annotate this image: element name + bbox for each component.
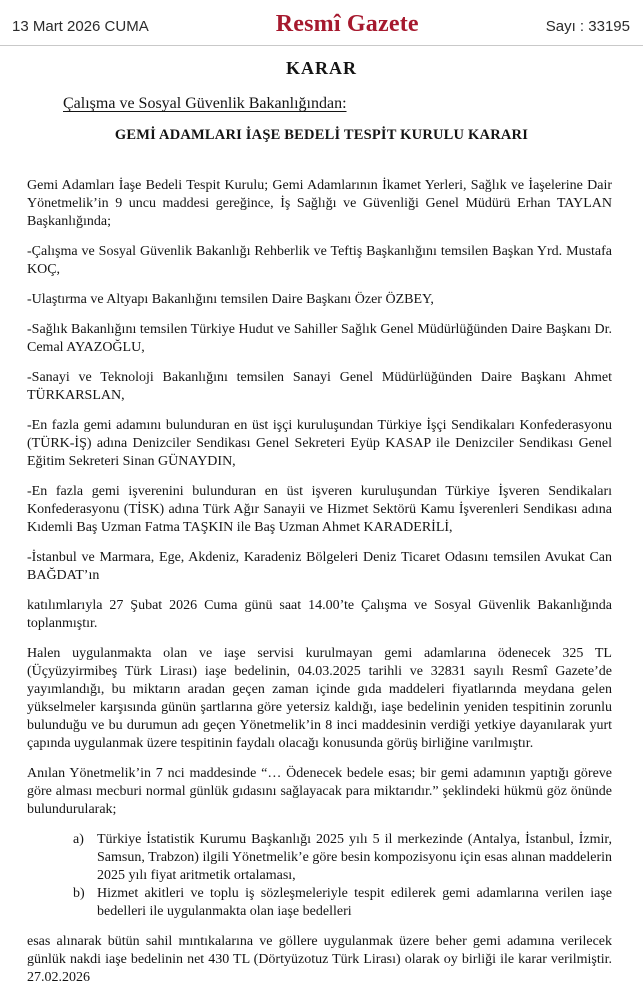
attendee-paragraph: -İstanbul ve Marmara, Ege, Akdeniz, Karadeniz Bölgeleri Deniz Ticaret Odasını temsilen Avukat Can BAĞDAT’ın (27, 550, 612, 583)
decision-kind-heading: KARAR (286, 58, 357, 78)
gazette-issue-number: Sayı : 33195 (545, 18, 630, 35)
gazette-masthead: Resmî Gazete (275, 11, 419, 37)
intro-paragraph: Gemi Adamları İaşe Bedeli Tespit Kurulu; Gemi Adamlarının İkamet Yerleri, Sağlık ve İaşelerine Dair Yönetmelik’in 9 uncu maddesi gereğince, İş Sağlığı ve Güvenliği Genel Müdürü Erhan TAYLAN Başkanlığında; (27, 178, 612, 229)
basis-item-text: Türkiye İstatistik Kurumu Başkanlığı 2025 yılı 5 il merkezinde (Antalya, İstanbul, İzmir, Samsun, Trabzon) ilgili Yönetmelik’e göre besin kompozisyonu için esas alınan maddelerin 2025 yılı fiyat aritmetik ortalaması, (97, 832, 612, 883)
basis-item-text: Hizmet akitleri ve toplu iş sözleşmeleriyle tespit edilerek gemi adamlarına verilen iaşe bedelleri ile uygulanmakta olan iaşe bedelleri (97, 886, 612, 919)
convening-paragraph: katılımlarıyla 27 Şubat 2026 Cuma günü saat 14.00’te Çalışma ve Sosyal Güvenlik Bakanlığında toplanmıştır. (27, 598, 612, 631)
attendee-paragraph: -Çalışma ve Sosyal Güvenlik Bakanlığı Rehberlik ve Teftiş Başkanlığını temsilen Başkan Yrd. Mustafa KOÇ, (27, 244, 612, 277)
attendee-paragraph: -Sanayi ve Teknoloji Bakanlığını temsilen Sanayi Genel Müdürlüğünden Daire Başkanı Ahmet TÜRKARSLAN, (27, 370, 612, 403)
attendee-paragraph: -En fazla gemi işverenini bulunduran en üst işveren kuruluşundan Türkiye İşveren Sendikaları Konfederasyonu (TİSK) adına Türk Ağır Sanayii ve Hizmet Sektörü Kamu İşverenleri Sendikası adına Kıdemli Baş Uzman Fatma TAŞKIN ile Baş Uzman Ahmet KARADERİLİ, (27, 484, 612, 535)
basis-item-label: a) (73, 832, 84, 847)
decision-body (27, 177, 612, 987)
basis-list (73, 831, 612, 921)
gazette-page (0, 58, 643, 987)
basis-item (73, 885, 612, 921)
attendee-paragraph: -En fazla gemi adamını bulunduran en üst işçi kuruluşundan Türkiye İşçi Sendikaları Konfederasyonu (TÜRK-İŞ) adına Denizciler Sendikası Genel Sekreteri Eyüp KASAP ile Denizciler Sendikası Genel Eğitim Sekreteri Sinan GÜNAYDIN, (27, 418, 612, 469)
closing-paragraph: esas alınarak bütün sahil mıntıkalarına ve göllere uygulanmak üzere beher gemi adamına verilecek günlük nakdi iaşe bedelinin net 430 TL (Dörtyüzotuz Türk Lirası) olarak oy birliği ile karar verilmiştir. 27.02.2026 (27, 934, 612, 985)
regulation-quote-paragraph: Anılan Yönetmelik’in 7 nci maddesinde “… Ödenecek bedele esas; bir gemi adamının yaptığı göreve göre alması mecburi normal günlük gıdasını sağlayacak para miktarıdır.” şeklindeki hükmü göz önünde bulundurularak; (27, 766, 612, 817)
gazette-date: 13 Mart 2026 CUMA (12, 18, 149, 35)
assessment-paragraph: Halen uygulanmakta olan ve iaşe servisi kurulmayan gemi adamlarına ödenecek 325 TL (Üçyüzyirmibeş Türk Lirası) iaşe bedelinin, 04.03.2025 tarihli ve 32831 sayılı Resmî Gazete’de yayımlandığı, bu miktarın aradan geçen zaman içinde gıda maddeleri fiyatlarında meydana gelen yükselmeler karşısında günün şartlarına göre yetersiz kaldığı, iaşe bedelinin yeniden tespitinin zorunlu bulunduğu ve bu durumun adı geçen Yönetmelik’in 8 inci maddesinin verdiği yetkiye dayanılarak yurt çapında uygulanmak üzere tespitinin faydalı olacağı konusunda görüş birliğine varılmıştır. (27, 646, 612, 751)
decision-title: GEMİ ADAMLARI İAŞE BEDELİ TESPİT KURULU KARARI (114, 127, 529, 143)
attendee-paragraph: -Ulaştırma ve Altyapı Bakanlığını temsilen Daire Başkanı Özer ÖZBEY, (27, 292, 434, 307)
issuer-line: Çalışma ve Sosyal Güvenlik Bakanlığından: (63, 95, 347, 112)
basis-item (73, 831, 612, 885)
gazette-header (0, 0, 643, 46)
basis-item-label: b) (73, 886, 85, 901)
attendee-paragraph: -Sağlık Bakanlığını temsilen Türkiye Hudut ve Sahiller Sağlık Genel Müdürlüğünden Daire Başkanı Dr. Cemal AYAZOĞLU, (27, 322, 612, 355)
